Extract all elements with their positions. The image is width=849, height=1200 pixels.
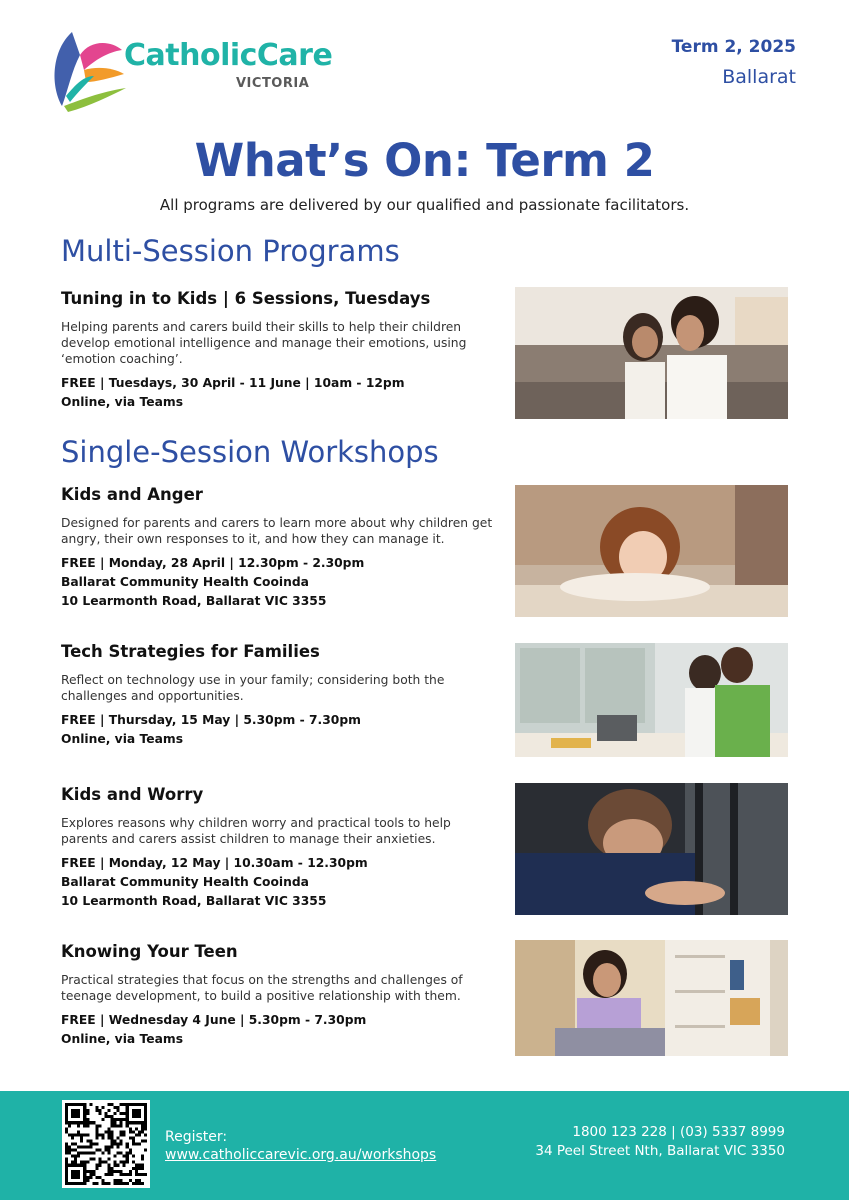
program-detail-line: FREE | Thursday, 15 May | 5.30pm - 7.30pm: [61, 713, 361, 727]
program-title: Tuning in to Kids | 6 Sessions, Tuesdays: [61, 289, 431, 308]
program-detail-line: 10 Learmonth Road, Ballarat VIC 3355: [61, 594, 327, 608]
intro-text: All programs are delivered by our qualified and passionate facilitators.: [159, 196, 690, 214]
program-description: Designed for parents and carers to learn more about why children get angry, their own responses to it, and how they can manage it.: [61, 516, 493, 546]
register-label: Register:: [165, 1129, 228, 1145]
photo-girl-resting: [515, 485, 788, 617]
photo-teen-girl: [515, 940, 788, 1056]
program-tuning-in-to-kids: [61, 288, 501, 412]
program-detail-line: Online, via Teams: [61, 732, 184, 746]
program-detail-line: Ballarat Community Health Cooinda: [61, 875, 309, 889]
contact-phone: 1800 123 228 | (03) 5337 8999: [572, 1124, 785, 1140]
section-heading-multi: Multi-Session Programs: [61, 234, 400, 268]
program-description: Practical strategies that focus on the strengths and challenges of teenage development, to build a positive relationship with them.: [61, 973, 463, 1003]
catholiccare-logo: [50, 30, 333, 114]
term-info: [672, 36, 796, 92]
program-title: Knowing Your Teen: [61, 942, 238, 961]
program-knowing-your-teen: [61, 941, 501, 1049]
logo-region: VICTORIA: [236, 76, 310, 91]
program-title: Kids and Anger: [61, 485, 203, 504]
section-heading-single: Single-Session Workshops: [61, 435, 439, 469]
program-detail-line: Online, via Teams: [61, 1032, 184, 1046]
program-kids-and-anger: [61, 484, 501, 611]
program-details: [61, 1011, 501, 1049]
program-description: Reflect on technology use in your family; considering both the challenges and opportunities.: [61, 673, 445, 703]
program-details: [61, 554, 501, 611]
program-detail-line: FREE | Tuesdays, 30 April - 11 June | 10am - 12pm: [61, 376, 405, 390]
program-details: [61, 854, 501, 911]
program-description: Helping parents and carers build their skills to help their children develop emotional intelligence and manage their emotions, using ‘emotion coaching’.: [61, 320, 467, 366]
program-detail-line: 10 Learmonth Road, Ballarat VIC 3355: [61, 894, 327, 908]
butterfly-logo-icon: [50, 30, 130, 114]
contact-address: 34 Peel Street Nth, Ballarat VIC 3350: [535, 1143, 785, 1159]
program-detail-line: Ballarat Community Health Cooinda: [61, 575, 309, 589]
term-location: Ballarat: [722, 66, 796, 88]
register-link[interactable]: www.catholiccarevic.org.au/workshops: [165, 1147, 437, 1163]
photo-mother-daughter: [515, 287, 788, 419]
program-tech-strategies: [61, 641, 501, 749]
logo-wordmark: CatholicCare: [124, 38, 333, 73]
term-title: Term 2, 2025: [671, 37, 796, 57]
program-details: [61, 374, 501, 412]
program-kids-and-worry: [61, 784, 501, 911]
photo-worried-boy: [515, 783, 788, 915]
program-detail-line: FREE | Monday, 12 May | 10.30am - 12.30pm: [61, 856, 368, 870]
program-detail-line: FREE | Wednesday 4 June | 5.30pm - 7.30pm: [61, 1013, 367, 1027]
program-detail-line: FREE | Monday, 28 April | 12.30pm - 2.30pm: [61, 556, 365, 570]
program-details: [61, 711, 501, 749]
photo-father-son-laptop: [515, 643, 788, 757]
program-detail-line: Online, via Teams: [61, 395, 184, 409]
page-title: What’s On: Term 2: [194, 134, 655, 187]
qr-code[interactable]: [62, 1100, 150, 1188]
contact-info: [535, 1123, 785, 1161]
program-title: Tech Strategies for Families: [61, 642, 320, 661]
program-title: Kids and Worry: [61, 785, 204, 804]
program-description: Explores reasons why children worry and practical tools to help parents and carers assist children to manage their anxieties.: [61, 816, 451, 846]
footer-bar: [0, 1091, 849, 1200]
